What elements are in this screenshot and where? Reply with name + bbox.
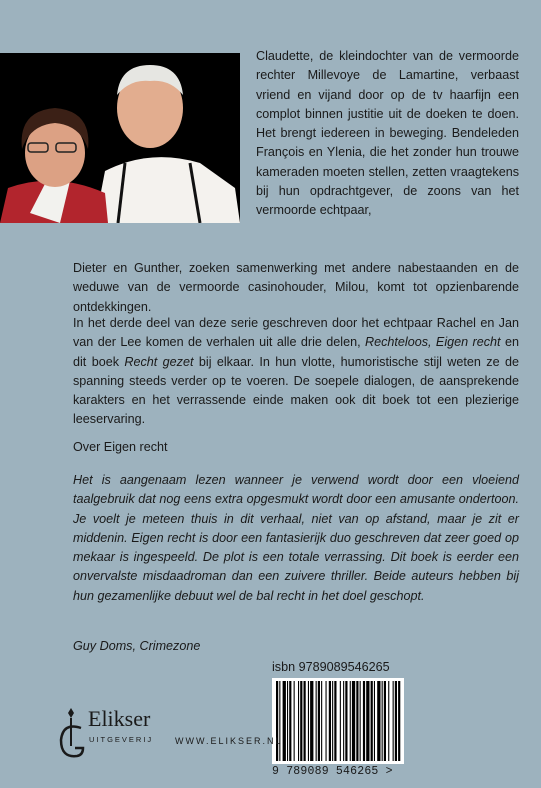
publisher-logo	[55, 706, 154, 771]
barcode-digits: 9 789089 546265 >	[272, 765, 393, 778]
barcode	[272, 678, 404, 764]
series-text: In het derde deel van deze serie geschreven door het echtpaar Rachel en Jan van der Lee komen de verhalen uit alle drie delen,	[73, 316, 519, 350]
publisher-sub: UITGEVERIJ	[89, 735, 154, 744]
publisher-emblem-icon	[55, 706, 87, 766]
series-text: bij elkaar. In hun vlotte, humoristische stijl weten ze de spanning steeds verder op te voeren. De soepele dialogen, de aansprekende karakters en het verrassende einde maken ook dit boek tot een plezierige leeservaring.	[73, 354, 519, 427]
review-heading: Over Eigen recht	[73, 440, 168, 454]
series-title-2: Recht gezet	[124, 354, 194, 369]
publisher-website: WWW.ELIKSER.NL	[175, 736, 283, 746]
blurb-paragraph-bottom: Dieter en Gunther, zoeken samenwerking met andere nabestaanden en de weduwe van de vermoorde casinohouder, Milou, komt tot opzienbarende ontdekkingen.	[73, 261, 519, 314]
publisher-name: Elikser	[88, 706, 151, 731]
review-quote: Het is aangenaam lezen wanneer je verwend wordt door een vloeiend taalgebruik dat nog eens extra opgesmukt wordt door een amusante ondertoon. Je voelt je meteen thuis in dit verhaal, niet van op afstand, maar je zit er middenin. Eigen recht is door een fantasierijk duo geschreven dat zeer goed op mekaar is ingespeeld. De plot is een totale verrassing. Dit boek is eerder een onvervalste misdaadroman dan een zuivere thriller. Beide auteurs hebben bij hun gezamenlijke debuut wel de bal recht in het doel geschopt.	[73, 473, 519, 603]
series-title-1: Rechteloos, Eigen recht	[365, 335, 501, 350]
review-attribution: Guy Doms, Crimezone	[73, 639, 201, 653]
blurb-paragraph-top: Claudette, de kleindochter van de vermoorde rechter Millevoye de Lamartine, verbaast vriend en vijand door op de tv haarfijn een complot binnen justitie uit de doeken te doen. Het brengt iedereen in beweging. Bendeleden François en Ylenia, die het zonder hun trouwe kameraden moeten stellen, zetten vraagtekens bij hun opdrachtgever, de zoons van het vermoorde echtpaar,	[256, 49, 519, 218]
isbn-label: isbn 9789089546265	[272, 660, 390, 674]
series-paragraph	[73, 314, 519, 430]
author-photo	[0, 53, 240, 223]
series-text: en dit boek	[73, 335, 519, 369]
